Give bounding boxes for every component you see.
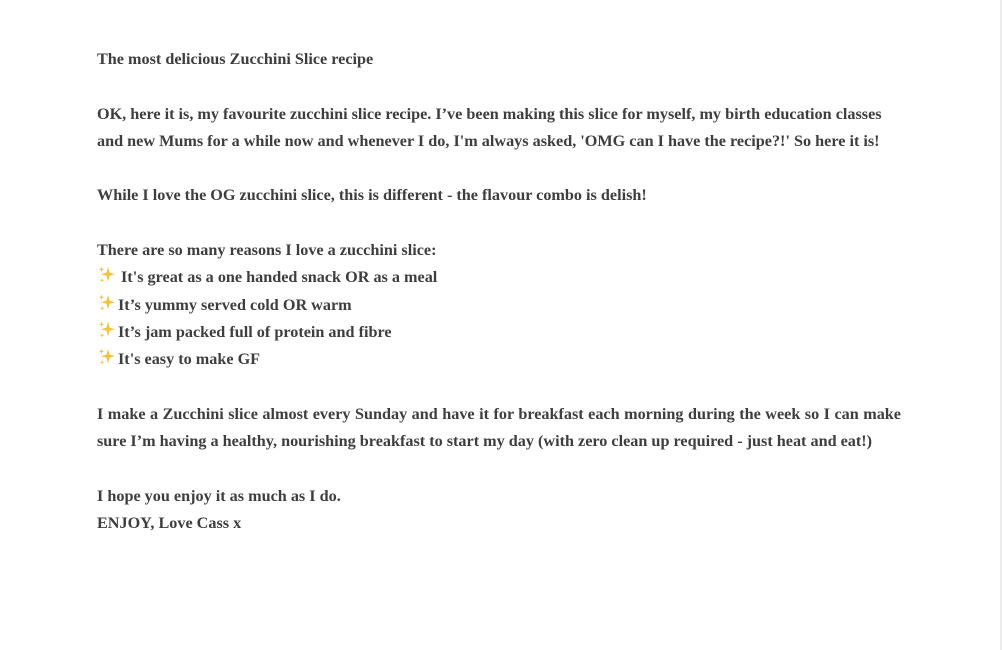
reason-item	[97, 319, 901, 346]
breakfast-paragraph: I make a Zucchini slice almost every Sunday and have it for breakfast each morning during the week so I can make sure I’m having a healthy, nourishing breakfast to start my day (with zero clean up required - just heat and eat!)	[97, 404, 901, 451]
article-body	[97, 46, 901, 537]
reason-text: It’s yummy served cold OR warm	[118, 295, 352, 314]
closing-line-1: I hope you enjoy it as much as I do.	[97, 486, 341, 505]
sparkles-icon	[97, 320, 117, 340]
paragraph-gap	[97, 73, 901, 100]
reason-item	[97, 346, 901, 373]
paragraph-gap	[97, 374, 901, 401]
og-slice-line: While I love the OG zucchini slice, this is different - the flavour combo is delish!	[97, 186, 647, 205]
sparkles-icon	[97, 265, 117, 285]
reasons-heading: There are so many reasons I love a zucchini slice:	[97, 241, 437, 260]
intro-line-2: and new Mums for a while now and whenever I do, I'm always asked, 'OMG can I have the recipe?!' So here it is!	[97, 131, 880, 150]
sparkles-icon	[97, 347, 117, 367]
reason-text: It's easy to make GF	[118, 350, 261, 369]
article-title: The most delicious Zucchini Slice recipe	[97, 50, 374, 68]
paragraph-gap	[97, 455, 901, 482]
reason-text: It’s jam packed full of protein and fibre	[118, 322, 392, 341]
intro-line-1: OK, here it is, my favourite zucchini slice recipe. I’ve been making this slice for myself, my birth education classes	[97, 104, 882, 123]
sparkles-icon	[97, 293, 117, 313]
reason-item	[97, 292, 901, 319]
reason-item	[97, 264, 901, 291]
reason-text: It's great as a one handed snack OR as a meal	[121, 268, 438, 287]
closing-signoff: ENJOY, Love Cass x	[97, 514, 242, 533]
paragraph-gap	[97, 210, 901, 237]
paragraph-gap	[97, 155, 901, 182]
